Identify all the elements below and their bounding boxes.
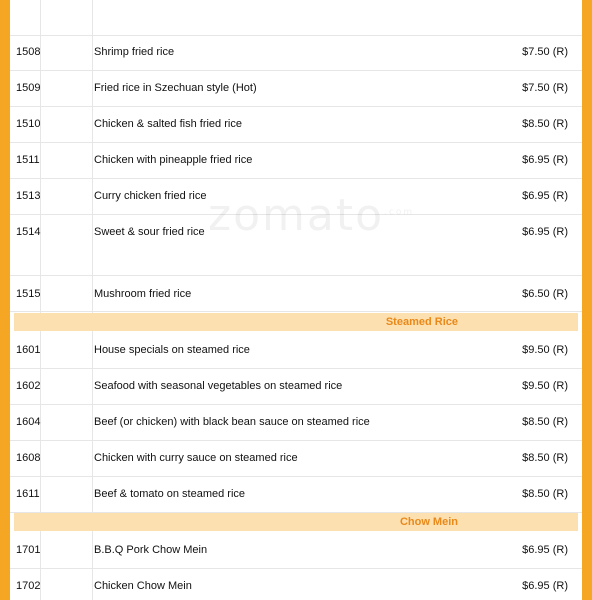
section-title: Chow Mein — [399, 516, 458, 528]
item-code: 1513 — [16, 190, 41, 202]
item-name: Mushroom fried rice — [94, 288, 192, 300]
item-name: Beef (or chicken) with black bean sauce on steamed rice — [94, 416, 370, 428]
item-name: Seafood with seasonal vegetables on steamed rice — [94, 380, 343, 392]
item-code: 1611 — [16, 488, 40, 500]
section-header-chow-mein — [14, 513, 578, 531]
table-row — [10, 405, 582, 441]
table-row — [10, 477, 582, 513]
section-header-steamed-rice — [14, 313, 578, 331]
item-code: 1508 — [16, 46, 41, 58]
watermark-text: zomato — [208, 190, 385, 241]
item-name: Shrimp fried rice — [94, 46, 175, 58]
item-price: $9.50 (R) — [522, 380, 568, 392]
table-row — [10, 441, 582, 477]
item-price: $6.95 (R) — [522, 580, 568, 592]
item-name: B.B.Q Pork Chow Mein — [94, 544, 208, 556]
item-code: 1601 — [16, 344, 41, 356]
item-price: $7.50 (R) — [522, 46, 568, 58]
item-price: $6.95 (R) — [522, 190, 568, 202]
item-price: $8.50 (R) — [522, 416, 568, 428]
item-price: $8.50 (R) — [522, 452, 568, 464]
item-price: $7.50 (R) — [522, 82, 568, 94]
item-name: Chicken & salted fish fried rice — [94, 118, 242, 130]
item-code: 1608 — [16, 452, 41, 464]
item-code: 1701 — [16, 544, 41, 556]
table-row — [10, 71, 582, 107]
item-code: 1702 — [16, 580, 41, 592]
table-row — [10, 35, 582, 71]
item-code: 1515 — [16, 288, 41, 300]
item-price: $8.50 (R) — [522, 118, 568, 130]
table-row — [10, 143, 582, 179]
item-code: 1602 — [16, 380, 41, 392]
table-row — [10, 533, 582, 569]
item-price: $6.95 (R) — [522, 154, 568, 166]
item-code: 1511 — [16, 154, 40, 166]
table-row — [10, 107, 582, 143]
item-name: House specials on steamed rice — [94, 344, 250, 356]
watermark-suffix: .com — [384, 207, 415, 218]
section-title: Steamed Rice — [385, 316, 458, 328]
table-row — [10, 276, 582, 312]
item-code: 1510 — [16, 118, 41, 130]
item-code: 1604 — [16, 416, 41, 428]
item-name: Chicken with curry sauce on steamed rice — [94, 452, 298, 464]
table-row — [10, 333, 582, 369]
watermark — [208, 190, 414, 241]
item-price: $9.50 (R) — [522, 344, 568, 356]
item-price: $6.95 (R) — [522, 544, 568, 556]
item-name: Curry chicken fried rice — [94, 190, 207, 202]
item-name: Sweet & sour fried rice — [94, 226, 205, 238]
item-name: Chicken Chow Mein — [94, 580, 192, 592]
item-price: $8.50 (R) — [522, 488, 568, 500]
table-row — [10, 369, 582, 405]
menu-page — [10, 0, 582, 600]
item-name: Beef & tomato on steamed rice — [94, 488, 246, 500]
table-row — [10, 0, 582, 36]
item-code: 1514 — [16, 226, 41, 238]
table-row — [10, 569, 582, 600]
item-name: Fried rice in Szechuan style (Hot) — [94, 82, 257, 94]
item-price: $6.50 (R) — [522, 288, 568, 300]
item-code: 1509 — [16, 82, 41, 94]
item-name: Chicken with pineapple fried rice — [94, 154, 253, 166]
item-price: $6.95 (R) — [522, 226, 568, 238]
